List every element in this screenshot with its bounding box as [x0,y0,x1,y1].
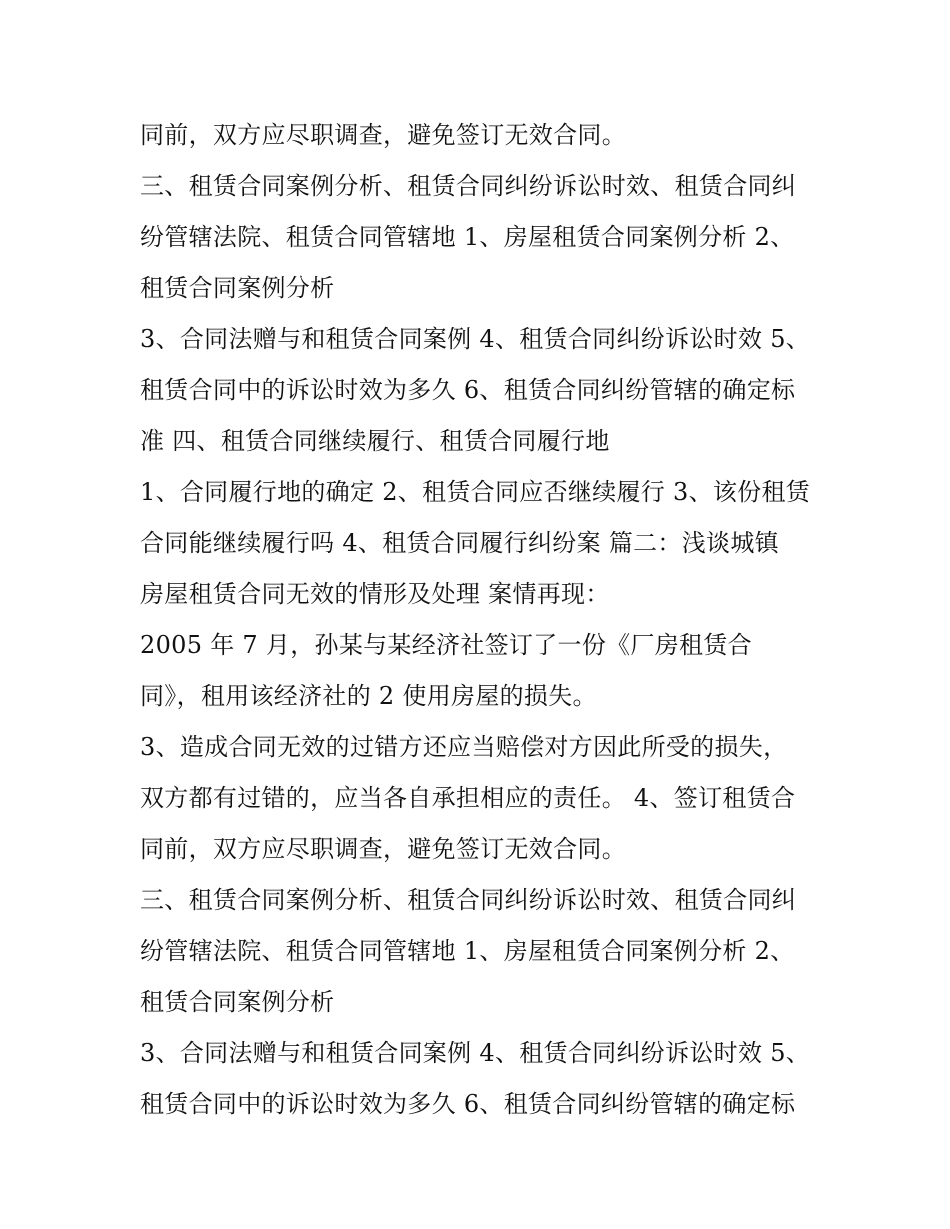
text-line: 同》，租用该经济社的 2 使用房屋的损失。 [140,682,597,710]
text-line: 2005 年 7 月，孙某与某经济社签订了一份《厂房租赁合 [140,631,752,659]
text-line: 租赁合同案例分析 [140,274,335,302]
text-line: 1、合同履行地的确定 2、租赁合同应否继续履行 3、该份租赁 [140,478,811,506]
text-line: 租赁合同案例分析 [140,988,335,1016]
text-line: 纷管辖法院、租赁合同管辖地 1、房屋租赁合同案例分析 2、 [140,223,795,251]
text-line: 同前，双方应尽职调查，避免签订无效合同。 [140,121,626,149]
text-line: 三、租赁合同案例分析、租赁合同纠纷诉讼时效、租赁合同纠 [140,886,797,914]
text-line: 三、租赁合同案例分析、租赁合同纠纷诉讼时效、租赁合同纠 [140,172,797,200]
text-line: 3、合同法赠与和租赁合同案例 4、租赁合同纠纷诉讼时效 5、 [140,1039,811,1067]
text-line: 合同能继续履行吗 4、租赁合同履行纠纷案 篇二：浅谈城镇 [140,529,779,557]
text-line: 纷管辖法院、租赁合同管辖地 1、房屋租赁合同案例分析 2、 [140,937,795,965]
text-line: 准 四、租赁合同继续履行、租赁合同履行地 [140,427,610,455]
text-line: 3、造成合同无效的过错方还应当赔偿对方因此所受的损失， [140,733,788,761]
text-line: 双方都有过错的，应当各自承担相应的责任。 4、签订租赁合 [140,784,796,812]
text-line: 同前，双方应尽职调查，避免签订无效合同。 [140,835,626,863]
document-body [140,110,820,1130]
text-line: 租赁合同中的诉讼时效为多久 6、租赁合同纠纷管辖的确定标 [140,1090,796,1118]
text-line: 租赁合同中的诉讼时效为多久 6、租赁合同纠纷管辖的确定标 [140,376,796,404]
text-line: 3、合同法赠与和租赁合同案例 4、租赁合同纠纷诉讼时效 5、 [140,325,811,353]
text-line: 房屋租赁合同无效的情形及处理 案情再现： [140,580,610,608]
